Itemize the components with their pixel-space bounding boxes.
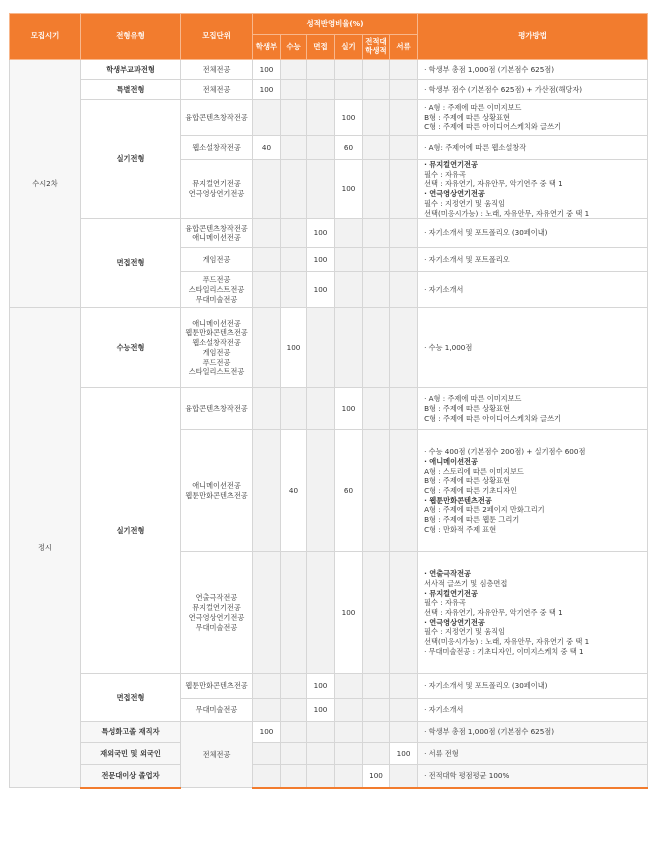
- eval-cell: [418, 219, 648, 248]
- ratio-cell: [281, 743, 307, 765]
- table-row: [10, 219, 648, 248]
- eval-line: · 연극영상연기전공: [424, 617, 485, 627]
- table-row: [10, 308, 648, 388]
- table-row: [10, 674, 648, 699]
- ratio-cell: 40: [281, 430, 307, 552]
- eval-line: C형 : 주제에 따른 기초디자인: [424, 485, 518, 495]
- unit-cell: 융합콘텐츠창작전공 애니메이션전공: [181, 219, 253, 248]
- ratio-cell: [281, 160, 307, 219]
- ratio-cell: [390, 699, 418, 722]
- eval-line: 선택 : 자유연기, 자유안무, 악기연주 중 택 1: [424, 607, 563, 617]
- ratio-cell: [363, 388, 390, 430]
- eval-line: B형 : 주제에 따른 상황표현: [424, 476, 510, 486]
- ratio-cell: [390, 80, 418, 100]
- unit-cell: 전체전공: [181, 80, 253, 100]
- eval-line: · 자기소개서: [424, 284, 464, 294]
- ratio-cell: 100: [253, 722, 281, 743]
- ratio-cell: [335, 722, 363, 743]
- eval-cell: [418, 160, 648, 219]
- ratio-cell: 100: [335, 160, 363, 219]
- eval-line: 필수 : 지정연기 및 움직임: [424, 198, 506, 208]
- type-cell: 특별전형: [81, 80, 181, 100]
- ratio-cell: [253, 219, 281, 248]
- unit-cell: 애니메이션전공 웹툰만화콘텐츠전공 웹소설창작전공 게임전공 푸드전공 스타일리스트전공: [181, 308, 253, 388]
- ratio-cell: [390, 136, 418, 160]
- ratio-cell: [307, 80, 335, 100]
- ratio-cell: [281, 552, 307, 674]
- header-ratio: 성적반영비율(%): [253, 14, 418, 35]
- header-sub-3: 실기: [335, 35, 363, 60]
- eval-line: 필수 : 자유곡: [424, 169, 466, 179]
- ratio-cell: 100: [390, 743, 418, 765]
- eval-line: · 수능 400점 (기본점수 200점) + 실기점수 600점: [424, 447, 586, 457]
- ratio-cell: [335, 248, 363, 272]
- unit-cell: 애니메이션전공 웹툰만화콘텐츠전공: [181, 430, 253, 552]
- ratio-cell: 100: [363, 765, 390, 788]
- ratio-cell: [253, 743, 281, 765]
- ratio-cell: 100: [281, 308, 307, 388]
- unit-cell: 융합콘텐츠창작전공: [181, 100, 253, 136]
- eval-line: 필수 : 자유곡: [424, 598, 466, 608]
- ratio-cell: 100: [307, 674, 335, 699]
- ratio-cell: [335, 272, 363, 308]
- ratio-cell: 100: [307, 272, 335, 308]
- eval-line: · 뮤지컬연기전공: [424, 160, 478, 169]
- ratio-cell: [363, 552, 390, 674]
- table-row: [10, 100, 648, 136]
- ratio-cell: [281, 699, 307, 722]
- ratio-cell: [281, 60, 307, 80]
- unit-cell: 웹소설창작전공: [181, 136, 253, 160]
- ratio-cell: [281, 388, 307, 430]
- eval-line: · 자기소개서 및 포트폴리오: [424, 254, 510, 264]
- ratio-cell: [390, 60, 418, 80]
- ratio-cell: [390, 722, 418, 743]
- unit-cell: 무대미술전공: [181, 699, 253, 722]
- ratio-cell: [307, 160, 335, 219]
- eval-line: · 뮤지컬연기전공: [424, 588, 478, 598]
- ratio-cell: 100: [253, 80, 281, 100]
- ratio-cell: [307, 743, 335, 765]
- type-cell: 재외국민 및 외국인: [81, 743, 181, 765]
- ratio-cell: [363, 160, 390, 219]
- header-period: 모집시기: [10, 14, 81, 60]
- ratio-cell: [281, 136, 307, 160]
- eval-cell: [418, 272, 648, 308]
- eval-line: A형 : 스토리에 따른 이미지보드: [424, 466, 524, 476]
- ratio-cell: [363, 100, 390, 136]
- ratio-cell: [281, 272, 307, 308]
- ratio-cell: [253, 248, 281, 272]
- type-cell: 수능전형: [81, 308, 181, 388]
- ratio-cell: [281, 80, 307, 100]
- ratio-cell: [363, 219, 390, 248]
- eval-line: C형 : 주제에 따른 아이디어스케치와 글쓰기: [424, 413, 561, 423]
- ratio-cell: [281, 100, 307, 136]
- type-cell: 실기전형: [81, 100, 181, 219]
- ratio-cell: [307, 60, 335, 80]
- ratio-cell: 100: [335, 552, 363, 674]
- eval-line: · 애니메이션전공: [424, 456, 478, 466]
- ratio-cell: [390, 552, 418, 674]
- eval-line: 필수 : 지정연기 및 움직임: [424, 627, 506, 637]
- ratio-cell: 100: [253, 60, 281, 80]
- ratio-cell: [363, 674, 390, 699]
- ratio-cell: [363, 743, 390, 765]
- ratio-cell: [307, 765, 335, 788]
- header-sub-5: 서류: [390, 35, 418, 60]
- ratio-cell: [281, 765, 307, 788]
- ratio-cell: [307, 722, 335, 743]
- eval-cell: [418, 248, 648, 272]
- eval-line: 선택 : 자유연기, 자유안무, 악기연주 중 택 1: [424, 179, 563, 189]
- ratio-cell: [335, 60, 363, 80]
- eval-line: · 학생부 총점 1,000점 (기본점수 625점): [424, 64, 555, 74]
- eval-cell: [418, 552, 648, 674]
- eval-cell: [418, 743, 648, 765]
- ratio-cell: [335, 699, 363, 722]
- ratio-cell: [390, 100, 418, 136]
- ratio-cell: [363, 272, 390, 308]
- header-sub-2: 면접: [307, 35, 335, 60]
- eval-line: · 학생부 총점 1,000점 (기본점수 625점): [424, 727, 555, 737]
- unit-cell: 푸드전공 스타일리스트전공 무대미술전공: [181, 272, 253, 308]
- eval-cell: [418, 722, 648, 743]
- eval-line: · 수능 1,000점: [424, 342, 473, 352]
- unit-cell: 전체전공: [181, 722, 253, 788]
- header-sub-0: 학생부: [253, 35, 281, 60]
- eval-line: · 연출극작전공: [424, 569, 471, 579]
- unit-cell: 뮤지컬연기전공 연극영상연기전공: [181, 160, 253, 219]
- eval-line: · 자기소개서: [424, 705, 464, 715]
- eval-cell: [418, 136, 648, 160]
- eval-line: 선택(미응시가능) : 노래, 자유안무, 자유연기 중 택 1: [424, 637, 590, 647]
- ratio-cell: [363, 136, 390, 160]
- ratio-cell: [253, 765, 281, 788]
- eval-line: 선택(미응시가능) : 노래, 자유안무, 자유연기 중 택 1: [424, 208, 590, 218]
- header-sub-4: 전적대 학생적: [363, 35, 390, 60]
- eval-line: · 자기소개서 및 포트폴리오 (30페이내): [424, 228, 548, 238]
- eval-cell: [418, 674, 648, 699]
- ratio-cell: [335, 765, 363, 788]
- eval-line: · 전적대학 평점평균 100%: [424, 771, 510, 781]
- ratio-cell: [253, 674, 281, 699]
- ratio-cell: [253, 552, 281, 674]
- ratio-cell: [390, 674, 418, 699]
- eval-line: B형 : 주제에 따른 웹툰 그리기: [424, 515, 520, 525]
- table-row: [10, 765, 648, 788]
- header-type: 전형유형: [81, 14, 181, 60]
- table-row: [10, 722, 648, 743]
- ratio-cell: [281, 722, 307, 743]
- eval-line: · 무대미술전공 : 기초디자인, 이미지스케치 중 택 1: [424, 646, 584, 656]
- ratio-cell: 100: [307, 219, 335, 248]
- eval-line: · 연극영상연기전공: [424, 189, 485, 199]
- ratio-cell: [363, 60, 390, 80]
- ratio-cell: [253, 272, 281, 308]
- period-susi: 수시2차: [10, 60, 81, 308]
- period-jeongsi: 정시: [10, 308, 81, 788]
- eval-line: B형 : 주제에 따른 상황표현: [424, 403, 510, 413]
- ratio-cell: [390, 308, 418, 388]
- ratio-cell: [307, 308, 335, 388]
- ratio-cell: 100: [335, 388, 363, 430]
- table-row: [10, 80, 648, 100]
- ratio-cell: [363, 722, 390, 743]
- ratio-cell: [390, 430, 418, 552]
- eval-cell: [418, 765, 648, 788]
- ratio-cell: [335, 743, 363, 765]
- ratio-cell: 60: [335, 430, 363, 552]
- ratio-cell: [307, 388, 335, 430]
- eval-line: · 자기소개서 및 포트폴리오 (30페이내): [424, 681, 548, 691]
- ratio-cell: [253, 160, 281, 219]
- eval-cell: [418, 60, 648, 80]
- ratio-cell: [253, 430, 281, 552]
- table-row: [10, 60, 648, 80]
- ratio-cell: [281, 248, 307, 272]
- eval-line: A형 : 주제에 따른 2페이지 만화그리기: [424, 505, 545, 515]
- ratio-cell: [253, 100, 281, 136]
- ratio-cell: [253, 388, 281, 430]
- ratio-cell: 40: [253, 136, 281, 160]
- ratio-cell: [253, 308, 281, 388]
- eval-line: B형 : 주제에 따른 상황표현: [424, 112, 510, 122]
- ratio-cell: [363, 699, 390, 722]
- type-cell: 특성화고졸 재직자: [81, 722, 181, 743]
- header-unit: 모집단위: [181, 14, 253, 60]
- ratio-cell: [363, 80, 390, 100]
- ratio-cell: [281, 674, 307, 699]
- unit-cell: 연출극작전공 뮤지컬연기전공 연극영상연기전공 무대미술전공: [181, 552, 253, 674]
- unit-cell: 융합콘텐츠창작전공: [181, 388, 253, 430]
- ratio-cell: 100: [307, 248, 335, 272]
- ratio-cell: 60: [335, 136, 363, 160]
- ratio-cell: [253, 699, 281, 722]
- eval-cell: [418, 80, 648, 100]
- type-cell: 면접전형: [81, 674, 181, 722]
- admission-table: [9, 13, 648, 789]
- ratio-cell: [335, 674, 363, 699]
- eval-line: · A형 : 주제에 따른 이미지보드: [424, 394, 522, 404]
- ratio-cell: [363, 430, 390, 552]
- ratio-cell: [307, 136, 335, 160]
- header-eval: 평가방법: [418, 14, 648, 60]
- eval-cell: [418, 388, 648, 430]
- table-row: [10, 388, 648, 430]
- ratio-cell: [307, 552, 335, 674]
- ratio-cell: [390, 272, 418, 308]
- eval-line: · 서류 전형: [424, 748, 459, 758]
- ratio-cell: [307, 430, 335, 552]
- eval-line: C형 : 만화적 주제 표현: [424, 524, 497, 534]
- ratio-cell: 100: [307, 699, 335, 722]
- ratio-cell: [390, 219, 418, 248]
- table-row: [10, 743, 648, 765]
- ratio-cell: [390, 388, 418, 430]
- unit-cell: 게임전공: [181, 248, 253, 272]
- ratio-cell: [335, 308, 363, 388]
- eval-cell: [418, 308, 648, 388]
- ratio-cell: [390, 160, 418, 219]
- ratio-cell: [281, 219, 307, 248]
- eval-line: C형 : 주제에 따른 아이디어스케치와 글쓰기: [424, 122, 561, 132]
- header-sub-1: 수능: [281, 35, 307, 60]
- ratio-cell: [390, 765, 418, 788]
- type-cell: 실기전형: [81, 388, 181, 674]
- eval-line: 서사적 글쓰기 및 심층면접: [424, 578, 508, 588]
- unit-cell: 전체전공: [181, 60, 253, 80]
- type-cell: 전문대이상 졸업자: [81, 765, 181, 788]
- type-cell: 학생부교과전형: [81, 60, 181, 80]
- eval-cell: [418, 699, 648, 722]
- ratio-cell: [363, 248, 390, 272]
- eval-cell: [418, 430, 648, 552]
- ratio-cell: [363, 308, 390, 388]
- type-cell: 면접전형: [81, 219, 181, 308]
- eval-line: · 웹툰만화콘텐츠전공: [424, 495, 492, 505]
- eval-line: · A형 : 주제에 따른 이미지보드: [424, 102, 522, 112]
- ratio-cell: [335, 80, 363, 100]
- eval-cell: [418, 100, 648, 136]
- ratio-cell: 100: [335, 100, 363, 136]
- unit-cell: 웹툰만화콘텐츠전공: [181, 674, 253, 699]
- ratio-cell: [390, 248, 418, 272]
- eval-line: · A형: 주제어에 따른 웹소설창작: [424, 142, 527, 152]
- eval-line: · 학생부 점수 (기본점수 625점) + 가산점(해당자): [424, 84, 583, 94]
- ratio-cell: [335, 219, 363, 248]
- ratio-cell: [307, 100, 335, 136]
